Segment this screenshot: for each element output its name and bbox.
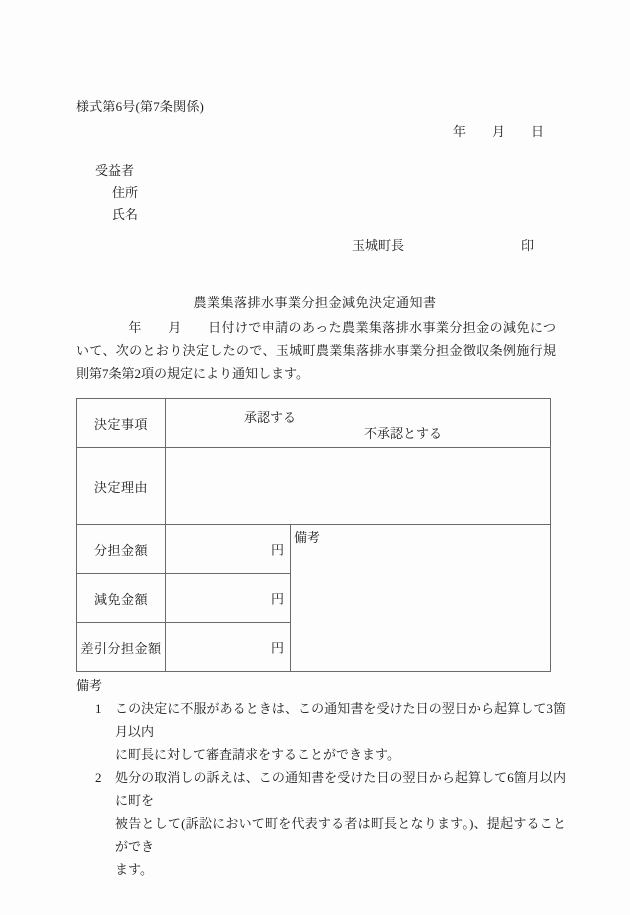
yen-unit: 円 [270,640,284,656]
date-month-label: 月 [492,124,506,139]
row-label-net-amount: 差引分担金額 [77,623,166,672]
list-item [76,766,566,881]
row-label-decision-reason: 決定理由 [77,448,166,525]
body-line-3: 規定により通知します。 [167,366,309,381]
list-item [76,697,566,766]
note-number: 2 [95,770,102,785]
notes-section [76,676,566,881]
note-line: 被告として(訴訟において町を代表する者は町長となります。)、提起することができ [115,816,566,854]
body-line-2: のとおり決定したので、玉城町農業集落排水事業分担金徴収条例施行規則第7条第2項の [76,343,556,381]
date-line [440,112,544,151]
note-number: 1 [95,701,102,716]
date-year-label: 年 [453,124,467,139]
note-line: に町長に対して審査請求をすることができます。 [115,747,400,762]
net-amount-input[interactable] [166,623,291,672]
share-amount-input[interactable] [166,525,291,574]
row-label-decision-item: 決定事項 [77,399,166,448]
recipient-name-label: 氏名 [112,207,139,222]
decision-choice-cell [166,399,551,448]
reduction-amount-input[interactable] [166,574,291,623]
recipient-block [95,160,138,226]
issuer-name: 玉城町長 [352,238,405,253]
choice-approve[interactable]: 承認する [244,410,297,425]
note-line: ます。 [115,862,153,877]
yen-unit: 円 [270,542,284,558]
row-label-reduction-amount: 減免金額 [77,574,166,623]
yen-unit: 円 [270,591,284,607]
body-date-month: 月 [167,320,182,335]
table-row [77,399,551,448]
body-date-year: 年 [128,320,142,335]
page-title: 農業集落排水事業分担金減免決定通知書 [193,295,437,310]
table-row [77,525,551,574]
choice-deny[interactable]: 不承認とする [364,426,443,441]
notes-heading: 備考 [76,678,103,693]
form-code: 様式第6号(第7条関係) [76,99,205,114]
recipient-heading: 受益者 [95,163,135,178]
decision-table [76,398,551,672]
remark-cell[interactable] [291,525,551,672]
seal-mark-icon: 印 [521,238,535,253]
decision-reason-input[interactable] [166,448,551,525]
row-label-share-amount: 分担金額 [77,525,166,574]
body-paragraph [76,316,556,385]
recipient-address-label: 住所 [112,185,139,200]
remark-label: 備考 [294,530,321,545]
table-row [77,448,551,525]
date-day-label: 日 [531,124,545,139]
note-line: 処分の取消しの訴えは、この通知書を受けた日の翌日から起算して6箇月以内に町を [115,770,566,808]
body-line-1: 日付けで申請のあった農業集落排水事業分担金の減免について、次 [76,320,556,358]
note-line: この決定に不服があるときは、この通知書を受けた日の翌日から起算して3箇月以内 [115,701,566,739]
